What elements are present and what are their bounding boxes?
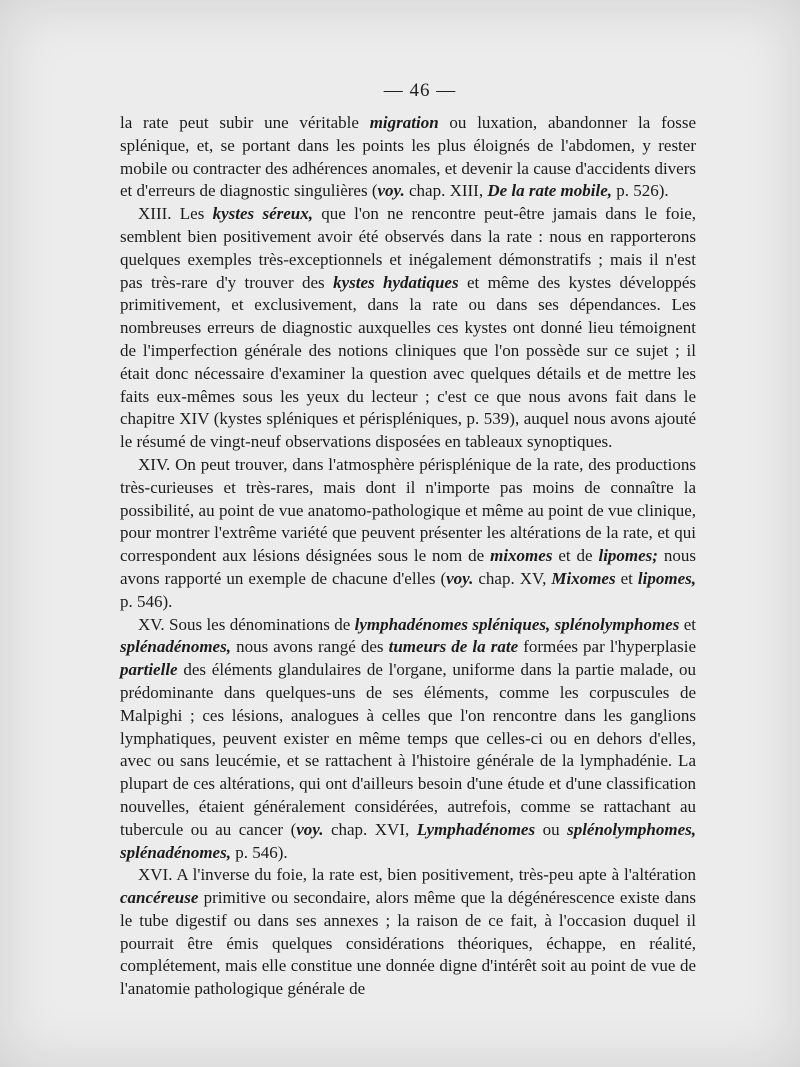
italic-term: partielle (120, 660, 178, 680)
text-run: ou (535, 819, 568, 839)
italic-term: kystes hydatiques (333, 272, 459, 292)
text-run: XIV. On peut trouver, dans l'atmosphère périsplénique de la rate, des productions très-curieuses et très-rares, mais dont il n'importe pas moins de connaître la possibilité, au point de vue anatomo-pathologique et même au point de vue clinique, pour montrer l'extrême variété que peuvent présenter les altérations de la rate, et qui correspondent aux lésions désignées sous le nom de (120, 454, 696, 566)
text-run: et (615, 568, 638, 588)
text-run: p. 546). (230, 842, 288, 862)
text-run: chap. XIII, (404, 181, 488, 201)
text-run: XV. Sous les dénominations de (138, 614, 355, 634)
text-run: chap. XV, (473, 568, 552, 588)
text-run: et de (552, 546, 599, 566)
italic-term: migration (369, 113, 439, 132)
italic-term: mixomes (490, 546, 553, 566)
text-run: ou luxation, abandonner la fosse splénique, et, se portant dans les points les plus éloignés de l'abdomen, y rester mobile ou contracter des adhérences anomales, et devenir la cause d'accidents divers et d'erreurs de diagnostic singulières ( (120, 113, 697, 201)
text-run: primitive ou secondaire, alors même que la dégénérescence existe dans le tube digestif ou dans ses annexes ; la raison de ce fait, à l'occasion duquel il pourrait être émis quelques considérations théoriques, échappe, en réalité, complétement, mais elle constitue une donnée digne d'intérêt soit au point de vue de l'anatomie pathologique générale de (120, 888, 696, 999)
italic-term: lymphadénomes spléniques, splénolymphomes (354, 614, 680, 634)
paragraph (120, 864, 696, 1001)
text-run: XIII. Les (138, 204, 213, 224)
italic-term: voy. (296, 819, 324, 839)
paragraph (120, 203, 696, 454)
text-run: que l'on ne rencontre peut-être jamais dans le foie, semblent bien positivement avoir été observés dans la rate : nous en rapporterons quelques exemples très-exceptionnels et inégalement démonstratifs ; mais il n'est pas très-rare d'y trouver des (120, 204, 696, 292)
italic-term: voy. (377, 181, 405, 201)
paragraph (120, 454, 696, 614)
text-run: et (679, 614, 696, 634)
page-number: — 46 — (383, 80, 457, 101)
text-run: nous avons rapporté un exemple de chacune d'elles ( (120, 546, 696, 588)
body-text (120, 112, 696, 1001)
italic-term: Lymphadénomes (416, 819, 536, 839)
text-run: et même des kystes développés primitivement, et exclusivement, dans la rate ou dans ses dépendances. Les nombreuses erreurs de diagnostic auxquelles ces kystes ont donné lieu témoignent de l'imperfection générale des notions cliniques que l'on possède sur ce sujet ; il était donc nécessaire d'examiner la question avec quelques détails et de mettre les faits eux-mêmes sous les yeux du lecteur ; c'est ce que nous avons fait dans le chapitre XIV (kystes spléniques et périspléniques, p. 539), auquel nous avons ajouté le résumé de vingt-neuf observations disposées en tableaux synoptiques. (120, 272, 697, 452)
italic-term: De la rate mobile, (487, 181, 612, 201)
italic-term: lipomes, (637, 568, 696, 588)
text-run: p. 546). (120, 591, 173, 611)
italic-term: splénadénomes, (120, 637, 231, 657)
text-run: p. 526). (612, 181, 669, 201)
text-run: formées par l'hyperplasie (518, 637, 696, 657)
text-run: des éléments glandulaires de l'organe, uniforme dans la partie malade, ou prédominante dans quelques-uns de ses éléments, comme les corpuscules de Malpighi ; ces lésions, analogues à celles que l'on rencontre dans les ganglions lymphatiques, peuvent exister en même temps que celles-ci ou en dehors d'elles, avec ou sans leucémie, et se rattachent à l'histoire générale de la lymphadénie. La plupart de ces altérations, qui ont d'ailleurs besoin d'une étude et d'une classification nouvelles, étaient généralement considérées, autrefois, comme se rattachant au tubercule ou au cancer ( (120, 660, 696, 839)
italic-term: cancéreuse (120, 888, 199, 908)
text-run: la rate peut subir une véritable (120, 113, 370, 132)
paragraph (120, 614, 696, 865)
text-run: XVI. A l'inverse du foie, la rate est, bien positivement, très-peu apte à l'altération (138, 865, 696, 885)
paragraph (120, 112, 696, 203)
italic-term: splénolymphomes, splénadénomes, (120, 819, 697, 862)
text-run: nous avons rangé des (230, 637, 389, 657)
italic-term: kystes séreux, (212, 204, 313, 224)
text-run: chap. XVI, (323, 819, 417, 839)
italic-term: voy. (446, 568, 474, 588)
italic-term: lipomes; (598, 546, 658, 566)
italic-term: Mixomes (551, 568, 616, 588)
italic-term: tumeurs de la rate (388, 637, 519, 657)
